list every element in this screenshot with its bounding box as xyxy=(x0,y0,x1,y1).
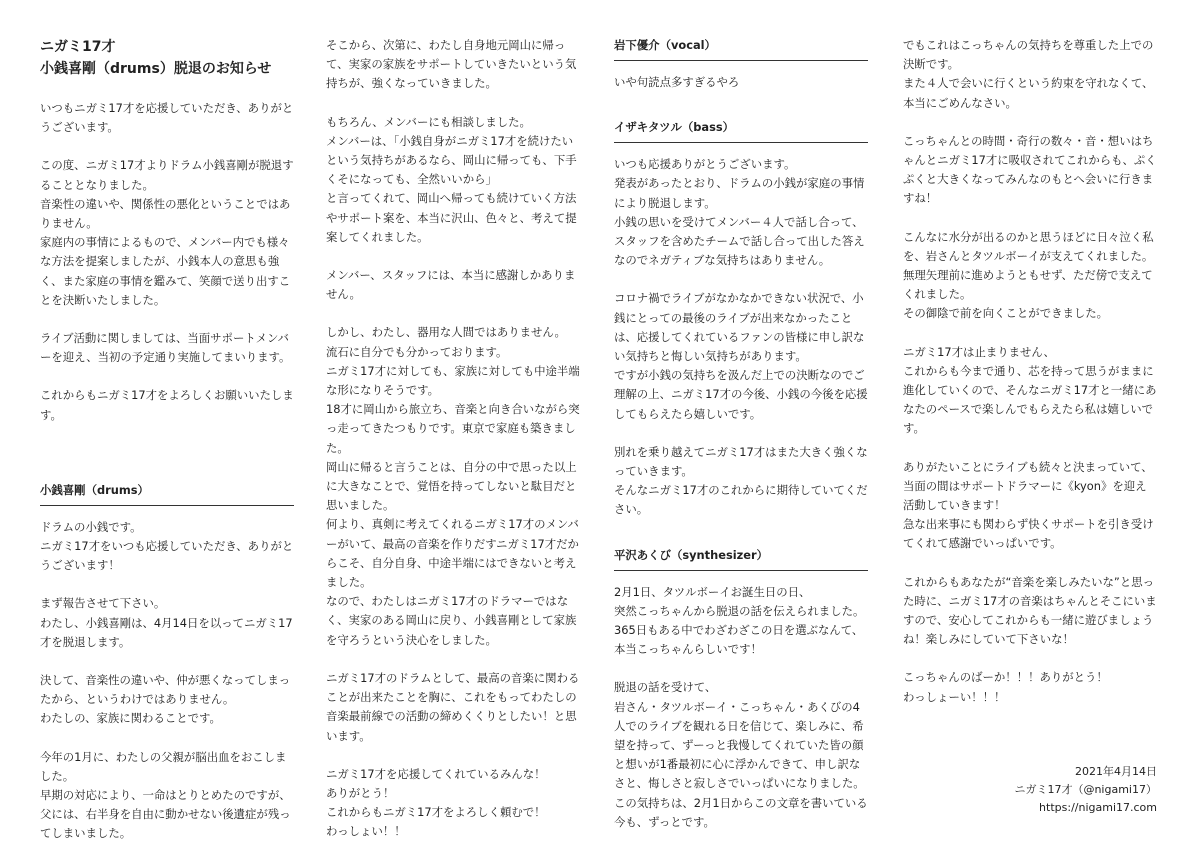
koseni-paragraph: 今年の1月に、わたしの父親が脳出血をおこしました。 早期の対応により、一命はとりとめたのですが、父には、右半身を自由に動かせない後遺症が残ってしまいました。 xyxy=(40,749,291,841)
izaki-paragraph: コロナ禍でライブがなかなかできない状況で、小銭にとっての最後のライブが出来なかったことは、応援してくれているファンの皆様に申し訳ない気持ちと悔しい気持ちがあります。 ですが小銭の気持ちを汲んだ上での決断なのでご理解の上、ニガミ17才の今後、小銭の今後を応援してもらえたら嬉しいです。 xyxy=(614,291,868,421)
hirasawa-paragraph: これからもあなたが“音楽を楽しみたいな”と思った時に、ニガミ17才の音楽はちゃんとそこにいますので、安心してこれからも一緒に遊びましょうね！楽しみにしていて下さいな！ xyxy=(903,574,1157,647)
koseni-paragraph: 決して、音楽性の違いや、仲が悪くなってしまったから、というわけではありません。 わたしの、家族に関わることです。 xyxy=(40,673,291,726)
koseni-paragraph: ニガミ17才のドラムとして、最高の音楽に関わることが出来たことを胸に、これをもってわたしの音楽最前線での活動の締めくくりとしたい！と思います。 xyxy=(326,670,580,743)
footer xyxy=(903,763,1157,817)
footer-org: ニガミ17才（@nigami17） xyxy=(1014,782,1157,796)
footer-url[interactable]: https://nigami17.com xyxy=(1039,800,1157,814)
iwashita-section-heading: 岩下優介（vocal） xyxy=(614,36,868,61)
hirasawa-section-heading: 平沢あくび（synthesizer） xyxy=(614,546,868,571)
footer-date: 2021年4月14日 xyxy=(1075,764,1157,778)
koseni-paragraph: まず報告させて下さい。 わたし、小銭喜剛は、4月14日を以ってニガミ17才を脱退します。 xyxy=(40,596,293,649)
koseni-paragraph: ドラムの小銭です。 ニガミ17才をいつも応援していただき、ありがとうございます！ xyxy=(40,519,294,573)
koseni-paragraph: ニガミ17才を応援してくれているみんな！ ありがとう！ これからもニガミ17才をよろしく頼むで！ わっしょい！！ xyxy=(326,766,546,839)
koseni-paragraph: メンバー、スタッフには、本当に感謝しかありません。 xyxy=(326,268,576,302)
announcement-paragraph: ライブ活動に関しましては、当面サポートメンバーを迎え、当初の予定通り実施してまいります。 xyxy=(40,331,291,365)
koseni-paragraph: しかし、わたし、器用な人間ではありません。 流石に自分でも分かっております。 ニガミ17才に対しても、家族に対しても中途半端な形になりそうです。 18才に岡山から旅立ち、音楽と向き合いながら突っ走ってきたつもりです。東京で家庭も築きました。 岡山に帰ると言うことは、自分の中で思った以上に大きなことで、覚悟を持ってしないと駄目だと思いました。 何より、真剣に考えてくれるニガミ17才のメンバーがいて、最高の音楽を作りだすニガミ17才だからこそ、自分自身、中途半端にはできないと考えました。 なので、わたしはニガミ17才のドラマーではなく、実家のある岡山に戻り、小銭喜剛として家族を守ろうという決心をしました。 xyxy=(326,325,580,647)
column-4 xyxy=(903,36,1157,817)
hirasawa-paragraph: こっちゃんのばーか！！！ありがとう！ わっしょーい！！！ xyxy=(903,670,1108,704)
hirasawa-paragraph: 2月1日、タツルボーイお誕生日の日、 突然こっちゃんから脱退の話を伝えられました。 365日もある中でわざわざこの日を選ぶなんて、本当こっちゃんらしいです！ xyxy=(614,584,865,657)
announcement-paragraph: いつもニガミ17才を応援していただき、ありがとうございます。 xyxy=(40,101,294,135)
iwashita-paragraph: いや句読点多すぎるやろ xyxy=(614,75,740,89)
hirasawa-paragraph: こっちゃんとの時間・奇行の数々・音・想いはちゃんとニガミ17才に吸収されてこれからも、ぷくぷくと大きくなってみんなのもとへ会いに行きますね！ xyxy=(903,133,1157,206)
hirasawa-paragraph: ニガミ17才は止まりません、 これからも今まで通り、芯を持って思うがままに進化していくので、そんなニガミ17才と一緒にあなたのペースで楽しんでもらえたら私は嬉しいです。 xyxy=(903,344,1157,436)
izaki-section-heading: イザキタツル（bass） xyxy=(614,118,868,143)
column-2 xyxy=(326,36,580,861)
hirasawa-paragraph: 脱退の話を受けて、 岩さん・タツルボーイ・こっちゃん・あくびの4人でのライブを観れる日を信じて、楽しみに、希望を持って、ずーっと我慢してくれていた皆の顔と想いが1番最初に心に浮かんできて、申し訳なさと、悔しさと寂しさでいっぱいになりました。 この気持ちは、2月1日からこの文章を書いている今も、ずっとです。 xyxy=(614,680,868,829)
announcement-paragraph: この度、ニガミ17才よりドラム小銭喜剛が脱退することとなりました。 音楽性の違いや、関係性の悪化ということではありません。 家庭内の事情によるもので、メンバー内でも様々な方法を提案しましたが、小銭本人の意思も強く、また家庭の事情を鑑みて、笑顔で送り出すことを決断いたしました。 xyxy=(40,158,294,307)
izaki-paragraph: 別れを乗り越えてニガミ17才はまた大きく強くなっていきます。 そんなニガミ17才のこれからに期待していてください。 xyxy=(614,444,868,517)
column-3 xyxy=(614,36,868,851)
column-1 xyxy=(40,36,294,863)
hirasawa-paragraph: でもこれはこっちゃんの気持ちを尊重した上での決断です。 また４人で会いに行くという約束を守れなくて、本当にごめんなさい。 xyxy=(903,38,1154,110)
koseni-paragraph: もちろん、メンバーにも相談しました。 メンバーは、「小銭自身がニガミ17才を続けたいという気持ちがあるなら、岡山に帰っても、下手くそになっても、全然いいから」 と言ってくれて、岡山へ帰っても続けていく方法やサポート案を、本当に沢山、色々と、考えて提案してくれました。 xyxy=(326,114,577,244)
koseni-section-heading: 小銭喜剛（drums） xyxy=(40,481,294,506)
hirasawa-paragraph: こんなに水分が出るのかと思うほどに日々泣く私を、岩さんとタツルボーイが支えてくれました。 無理矢理前に進めようともせず、ただ傍で支えてくれました。 その御陰で前を向くことができました。 xyxy=(903,229,1154,321)
koseni-paragraph: そこから、次第に、わたし自身地元岡山に帰って、実家の家族をサポートしていきたいという気持ちが、強くなっていきました。 xyxy=(326,38,577,91)
hirasawa-paragraph: ありがたいことにライブも続々と決まっていて、当面の間はサポートドラマーに《kyon》を迎え活動していきます！ 急な出来事にも関わらず快くサポートを引き受けてくれて感謝でいっぱいです。 xyxy=(903,459,1154,551)
announcement-paragraph: これからもニガミ17才をよろしくお願いいたします。 xyxy=(40,388,294,422)
izaki-paragraph: いつも応援ありがとうございます。 発表があったとおり、ドラムの小銭が家庭の事情により脱退します。 小銭の思いを受けてメンバー４人で話し合って、スタッフを含めたチームで話し合って出した答えなのでネガティブな気持ちはありません。 xyxy=(614,157,865,268)
page-title: ニガミ17才 小銭喜剛（drums）脱退のお知らせ xyxy=(40,39,272,77)
